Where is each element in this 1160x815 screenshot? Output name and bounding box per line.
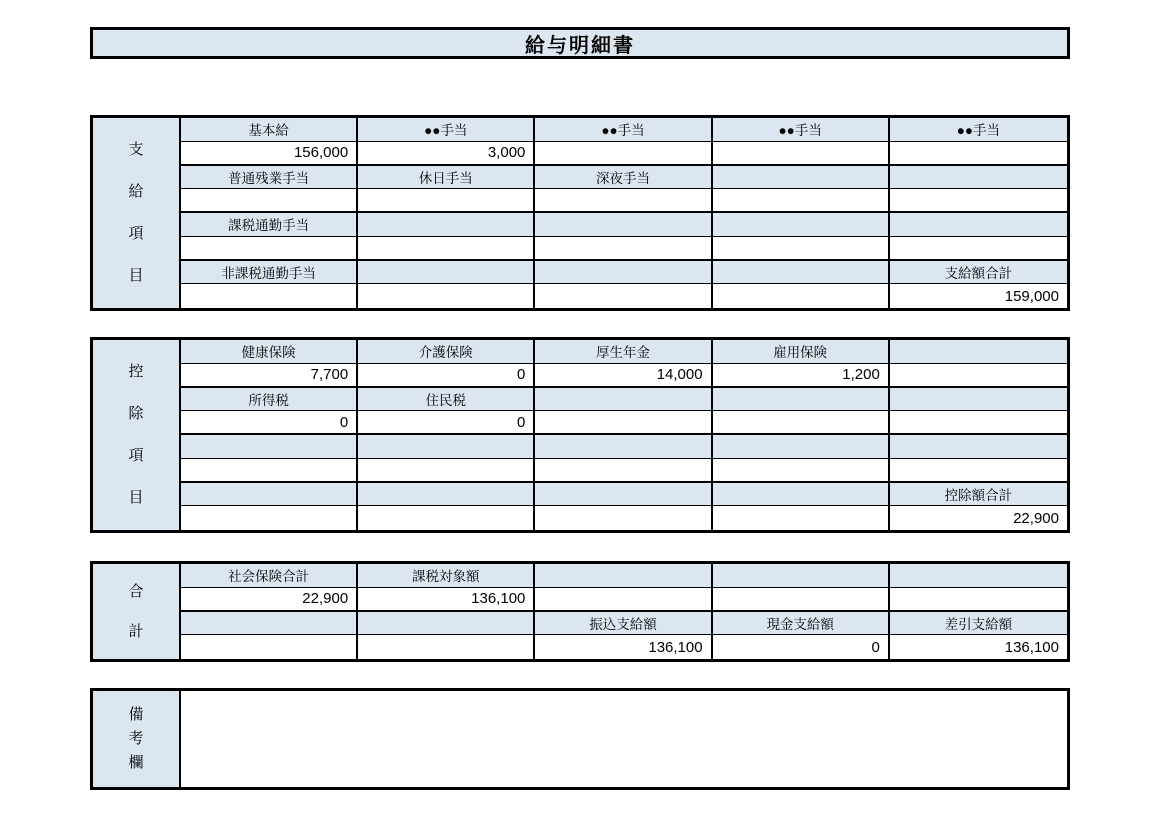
- deductions-side-label: [93, 340, 181, 530]
- payments-cell-r3-c0: [181, 189, 358, 211]
- deductions-cell-r4-c1: [358, 435, 535, 458]
- deductions-cell-r0-c0: 健康保険: [181, 340, 358, 363]
- deductions-cell-r3-c2: [535, 411, 712, 433]
- payments-side-label-char-2: 項: [128, 225, 144, 242]
- payments-cell-r6-c3: [713, 261, 890, 284]
- payments-cell-r5-c0: [181, 237, 358, 259]
- deductions-cell-r6-c2: [535, 483, 712, 506]
- deductions-cell-r6-c1: [358, 483, 535, 506]
- deductions-cell-r7-c3: [713, 506, 890, 530]
- totals-row-1: [181, 588, 1067, 612]
- payments-cell-r7-c3: [713, 284, 890, 308]
- payments-cell-r5-c1: [358, 237, 535, 259]
- totals-cell-r3-c3: 0: [713, 635, 890, 659]
- payments-cell-r7-c1: [358, 284, 535, 308]
- payments-cell-r4-c3: [713, 213, 890, 236]
- deductions-side-label-char-3: 目: [128, 489, 144, 506]
- payments-cell-r0-c0: 基本給: [181, 118, 358, 141]
- totals-cell-r2-c4: 差引支給額: [944, 616, 1013, 632]
- payments-cell-r0-c4: ●●手当: [956, 123, 1001, 139]
- totals-cell-r1-c0: 22,900: [181, 588, 358, 610]
- payments-row-0: [181, 118, 1067, 142]
- payments-cell-r3-c4: [890, 189, 1067, 211]
- payments-side-label: [93, 118, 181, 308]
- payments-cell-r3-c3: [713, 189, 890, 211]
- payments-row-7: [181, 284, 1067, 308]
- payments-cell-r7-c0: [181, 284, 358, 308]
- deductions-row-7: [181, 506, 1067, 530]
- payments-row-6: [181, 261, 1067, 285]
- deductions-row-0: [181, 340, 1067, 364]
- deductions-cell-r5-c1: [358, 459, 535, 481]
- payments-cell-r3-c1: [358, 189, 535, 211]
- payments-cell-r1-c1: 3,000: [358, 142, 535, 164]
- payments-cell-r1-c4: [890, 142, 1067, 164]
- totals-cell-r2-c0: [181, 612, 358, 635]
- payments-cell-r0-c1: ●●手当: [358, 118, 535, 141]
- totals-side-label-char-1: 計: [128, 622, 144, 640]
- totals-cell-r0-c2: [535, 564, 712, 587]
- deductions-cell-r1-c1: 0: [358, 364, 535, 386]
- payments-side-label-char-1: 給: [128, 183, 144, 200]
- deductions-cell-r4-c0: [181, 435, 358, 458]
- totals-cell-r0-c4: [890, 564, 1067, 587]
- deductions-cell-r6-c4: 控除額合計: [944, 487, 1013, 503]
- deductions-cell-r4-c2: [535, 435, 712, 458]
- payments-cell-r0-c2: ●●手当: [535, 118, 712, 141]
- deductions-cell-r0-c1: 介護保険: [358, 340, 535, 363]
- payments-cell-r0-c3: ●●手当: [713, 118, 890, 141]
- deductions-cell-r7-c4: 22,900: [1013, 509, 1059, 527]
- totals-row-0: [181, 564, 1067, 588]
- payments-row-4: [181, 213, 1067, 237]
- totals-side-label: [93, 564, 181, 659]
- deductions-cell-r3-c3: [713, 411, 890, 433]
- deductions-cell-r2-c4: [890, 388, 1067, 411]
- deductions-cell-r2-c3: [713, 388, 890, 411]
- totals-cell-r0-c1: 課税対象額: [358, 564, 535, 587]
- totals-grid: [181, 564, 1067, 659]
- totals-cell-r1-c2: [535, 588, 712, 610]
- deductions-cell-r1-c0: 7,700: [181, 364, 358, 386]
- payments-cell-r4-c2: [535, 213, 712, 236]
- deductions-cell-r5-c3: [713, 459, 890, 481]
- payments-cell-r4-c1: [358, 213, 535, 236]
- totals-cell-r3-c2: 136,100: [535, 635, 712, 659]
- deductions-cell-r2-c1: 住民税: [358, 388, 535, 411]
- payments-cell-r5-c3: [713, 237, 890, 259]
- deductions-row-4: [181, 435, 1067, 459]
- deductions-row-2: [181, 388, 1067, 412]
- payments-side-label-char-3: 目: [128, 267, 144, 284]
- totals-row-2: [181, 612, 1067, 636]
- deductions-cell-r7-c0: [181, 506, 358, 530]
- payments-cell-r2-c4: [890, 166, 1067, 189]
- deductions-side-label-char-2: 項: [128, 447, 144, 464]
- payments-row-1: [181, 142, 1067, 166]
- deductions-cell-r0-c4: [890, 340, 1067, 363]
- deductions-row-1: [181, 364, 1067, 388]
- payments-cell-r5-c2: [535, 237, 712, 259]
- deductions-cell-r3-c1: 0: [358, 411, 535, 433]
- deductions-cell-r1-c2: 14,000: [535, 364, 712, 386]
- payments-cell-r3-c2: [535, 189, 712, 211]
- totals-cell-r0-c0: 社会保険合計: [181, 564, 358, 587]
- deductions-cell-r0-c2: 厚生年金: [535, 340, 712, 363]
- payments-cell-r6-c2: [535, 261, 712, 284]
- totals-table: [90, 561, 1070, 662]
- totals-cell-r2-c3: 現金支給額: [713, 612, 890, 635]
- totals-cell-r3-c0: [181, 635, 358, 659]
- totals-cell-r2-c1: [358, 612, 535, 635]
- deductions-cell-r0-c3: 雇用保険: [713, 340, 890, 363]
- totals-row-3: [181, 635, 1067, 659]
- payments-cell-r1-c3: [713, 142, 890, 164]
- payments-cell-r4-c4: [890, 213, 1067, 236]
- deductions-row-5: [181, 459, 1067, 483]
- remarks-side-label-char-2: 欄: [128, 754, 144, 771]
- remarks-side-label-char-1: 考: [128, 730, 144, 747]
- payments-cell-r7-c2: [535, 284, 712, 308]
- payslip-title-text: 給与明細書: [525, 34, 635, 57]
- payments-cell-r2-c2: 深夜手当: [535, 166, 712, 189]
- deductions-cell-r4-c4: [890, 435, 1067, 458]
- deductions-row-6: [181, 483, 1067, 507]
- payments-cell-r7-c4: 159,000: [1004, 287, 1059, 305]
- deductions-cell-r5-c0: [181, 459, 358, 481]
- totals-cell-r3-c4: 136,100: [1004, 638, 1059, 656]
- payments-cell-r2-c1: 休日手当: [358, 166, 535, 189]
- payments-cell-r1-c0: 156,000: [181, 142, 358, 164]
- totals-cell-r0-c3: [713, 564, 890, 587]
- payments-cell-r1-c2: [535, 142, 712, 164]
- deductions-cell-r2-c2: [535, 388, 712, 411]
- payments-cell-r6-c1: [358, 261, 535, 284]
- payslip-title: [90, 27, 1070, 59]
- payments-cell-r4-c0: 課税通勤手当: [181, 213, 358, 236]
- remarks-side-label: [93, 691, 181, 787]
- totals-side-label-char-0: 合: [128, 582, 144, 600]
- totals-cell-r1-c4: [890, 588, 1067, 610]
- deductions-side-label-char-1: 除: [128, 405, 144, 422]
- deductions-side-label-char-0: 控: [128, 363, 144, 380]
- payments-cell-r5-c4: [890, 237, 1067, 259]
- deductions-cell-r2-c0: 所得税: [181, 388, 358, 411]
- payments-table: [90, 115, 1070, 311]
- deductions-cell-r5-c2: [535, 459, 712, 481]
- remarks-box: [90, 688, 1070, 790]
- deductions-cell-r7-c1: [358, 506, 535, 530]
- deductions-row-3: [181, 411, 1067, 435]
- deductions-cell-r3-c4: [890, 411, 1067, 433]
- payments-grid: [181, 118, 1067, 308]
- deductions-cell-r6-c3: [713, 483, 890, 506]
- remarks-side-label-char-0: 備: [128, 706, 144, 723]
- payments-row-5: [181, 237, 1067, 261]
- payments-side-label-char-0: 支: [128, 141, 144, 158]
- totals-cell-r1-c3: [713, 588, 890, 610]
- payments-row-2: [181, 166, 1067, 190]
- payments-cell-r6-c0: 非課税通勤手当: [181, 261, 358, 284]
- deductions-cell-r6-c0: [181, 483, 358, 506]
- deductions-cell-r1-c4: [890, 364, 1067, 386]
- payments-cell-r2-c0: 普通残業手当: [181, 166, 358, 189]
- payments-cell-r2-c3: [713, 166, 890, 189]
- payments-cell-r6-c4: 支給額合計: [944, 265, 1013, 281]
- remarks-content: [181, 691, 1067, 787]
- deductions-cell-r4-c3: [713, 435, 890, 458]
- payments-row-3: [181, 189, 1067, 213]
- deductions-cell-r3-c0: 0: [181, 411, 358, 433]
- deductions-cell-r5-c4: [890, 459, 1067, 481]
- deductions-cell-r7-c2: [535, 506, 712, 530]
- totals-cell-r3-c1: [358, 635, 535, 659]
- deductions-cell-r1-c3: 1,200: [713, 364, 890, 386]
- deductions-table: [90, 337, 1070, 533]
- deductions-grid: [181, 340, 1067, 530]
- totals-cell-r1-c1: 136,100: [358, 588, 535, 610]
- totals-cell-r2-c2: 振込支給額: [535, 612, 712, 635]
